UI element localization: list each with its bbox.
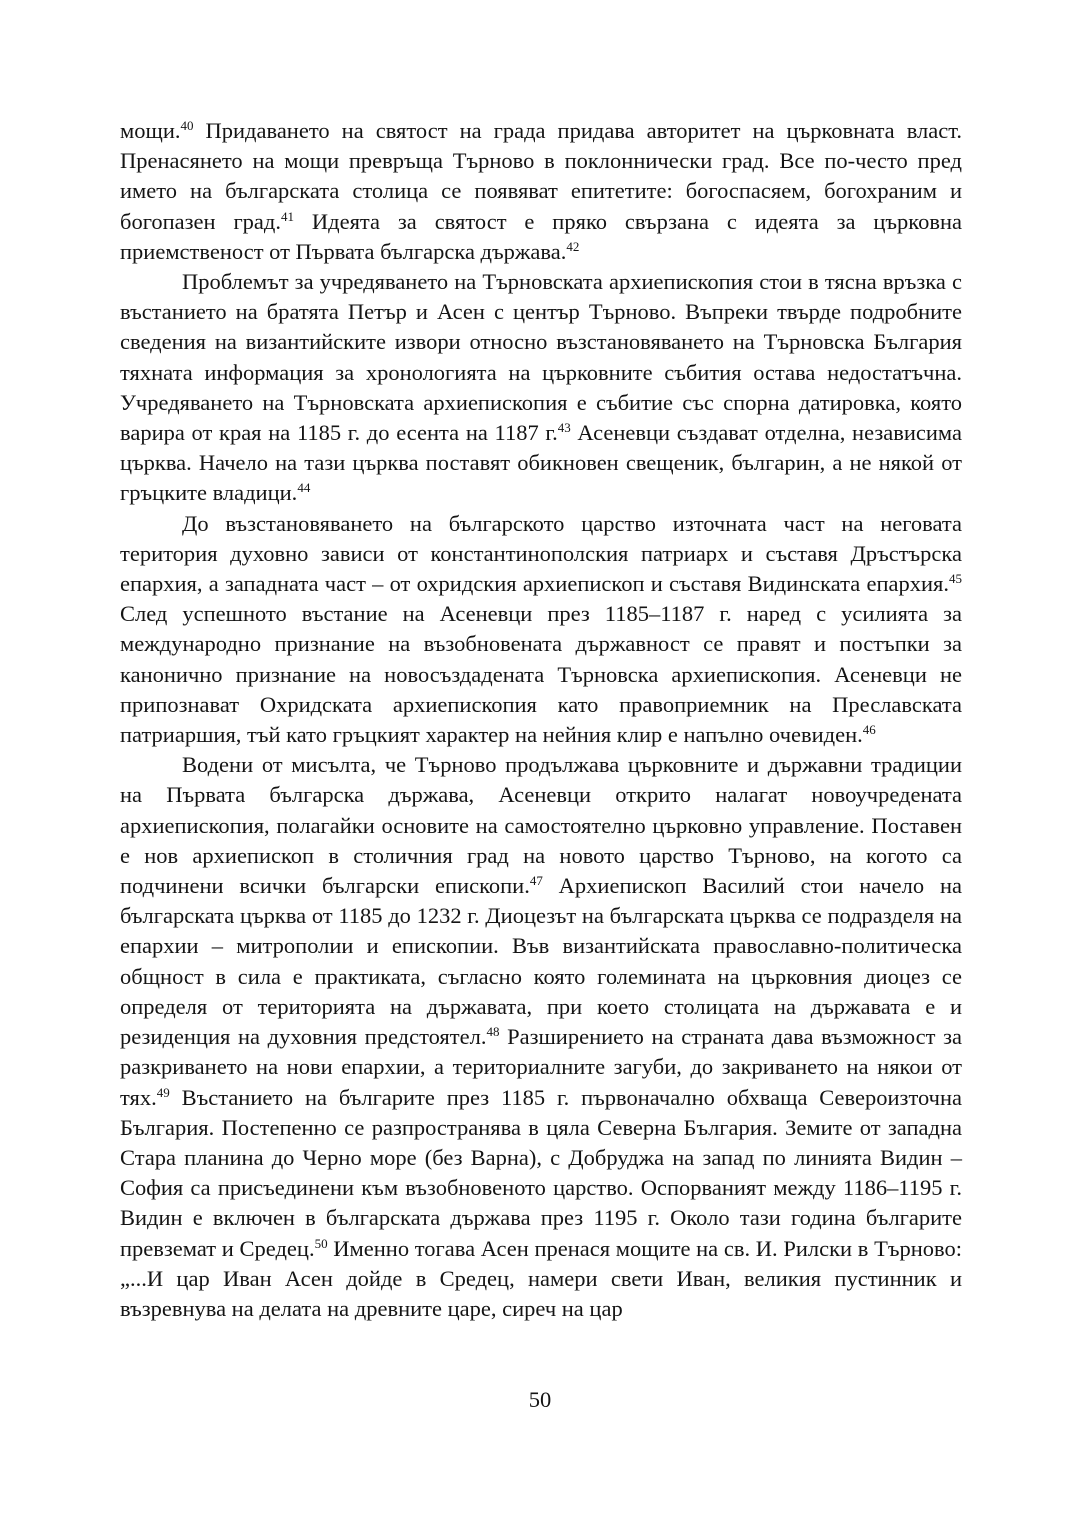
paragraph: Проблемът за учредяването на Търновската архиепископия стои в тясна връзка с въстанието на братята Петър и Асен с център Търново. Въпреки твърде подробните сведения на византийските извори относно възстановяването на Търновска България тяхната информация за хронологията на църковните събития остава недостатъчна. Учредяването на Търновската архиепископия е събитие със спорна датировка, която варира от края на 1185 г. до есента на 1187 г.$^{43}$ Асеневци създават отделна, независима църква. Начело на тази църква поставят обикновен свещеник, българин, а не някой от гръцките владици.$^{44}$ <box>120 269 963 506</box>
paragraph: До възстановяването на българското царство източната част на неговата територия духовно зависи от константинополския патриарх и съставя Дръстърска епархия, а западната част – от охридския архиепископ и съставя Видинската епархия.$^{45}$ След успешното въстание на Асеневци през 1185–1187 г. наред с усилията за международно признание на възобновената държавност се правят и постъпки за канонично признание на новосъздадената Търновска архиепископия. Асеневци не припознават Охридската архиепископия като правоприемник на Преславската патриаршия, тъй като гръцкият характер на нейния клир е напълно очевиден.$^{46}$ <box>120 510 962 748</box>
footnote-ref[interactable]: 40 <box>180 118 194 133</box>
footnote-ref[interactable]: 48 <box>486 1024 500 1040</box>
paragraph: Водени от мисълта, че Търново продължава църковните и държавни традиции на Първата българска държава, Асеневци открито налагат новоучредената архиепископия, полагайки основите на самостоятелно църковно управление. Поставен е нов архиепископ в столичния град на новото царство Търново, на когото са подчинени всички български епископи.$^{47}$ Архиепископ Василий стои начело на българската църква от 1185 до 1232 г. Диоцезът на българската църква се подразделя на епархии – митрополии и епископии. Във византийската православно-политическа общност в сила е практиката, съгласно която големината на църковния диоцез се определя от територията на държавата, при което столицата на държавата е и резиденция на духовния предстоятел.$^{48}$ Разширението на страната дава възможност за разкриването на нови епархии, а териториалните загуби, до закриването на някои от тях.$^{49}$ Въстанието на българите през 1185 г. първоначално обхваща Североизточна България. Постепенно се разпространява в цяла Северна България. Земите от западна Стара планина до Черно море (без Варна), с Добруджа на запад по линията Видин – София са присъединени към възобновеното царство. Оспорваният между 1186–1195 г. Видин е включен в българската държава през 1195 г. Около тази година българите превземат и Средец.$^{50}$ Именно тогава Асен пренася мощите на св. И. Рилски в Търново: „...И цар Иван Асен дойде в Средец, намери свети Иван, великия пустинник и възревнува на делата на древните царе, сиреч на цар <box>120 752 962 1321</box>
footnote-ref[interactable]: 43 <box>557 420 571 436</box>
page-number: 50 <box>528 1387 552 1412</box>
paragraph: мощи.$^{40}$ Придаването на святост на града придава авторитет на църковната власт. Пренасянето на мощи превръща Търново в поклоннически град. Все по-често пред името на българската столица се появяват епитетите: богоспасяем, богохраним и богопазен град.$^{41}$ Идеята за святост е пряко свързана с идеята за църковна приемственост от Първата българска държава.$^{42}$ <box>120 118 962 264</box>
footnote-ref[interactable]: 46 <box>862 722 876 738</box>
footnote-ref[interactable]: 49 <box>156 1084 170 1100</box>
footnote-ref[interactable]: 50 <box>314 1235 328 1251</box>
footnote-ref[interactable]: 44 <box>297 480 311 496</box>
footnote-ref[interactable]: 47 <box>529 873 543 889</box>
footnote-ref[interactable]: 41 <box>281 208 294 224</box>
body-text <box>120 116 962 1324</box>
footnote-ref[interactable]: 45 <box>949 571 962 587</box>
footnote-ref[interactable]: 42 <box>566 238 580 254</box>
